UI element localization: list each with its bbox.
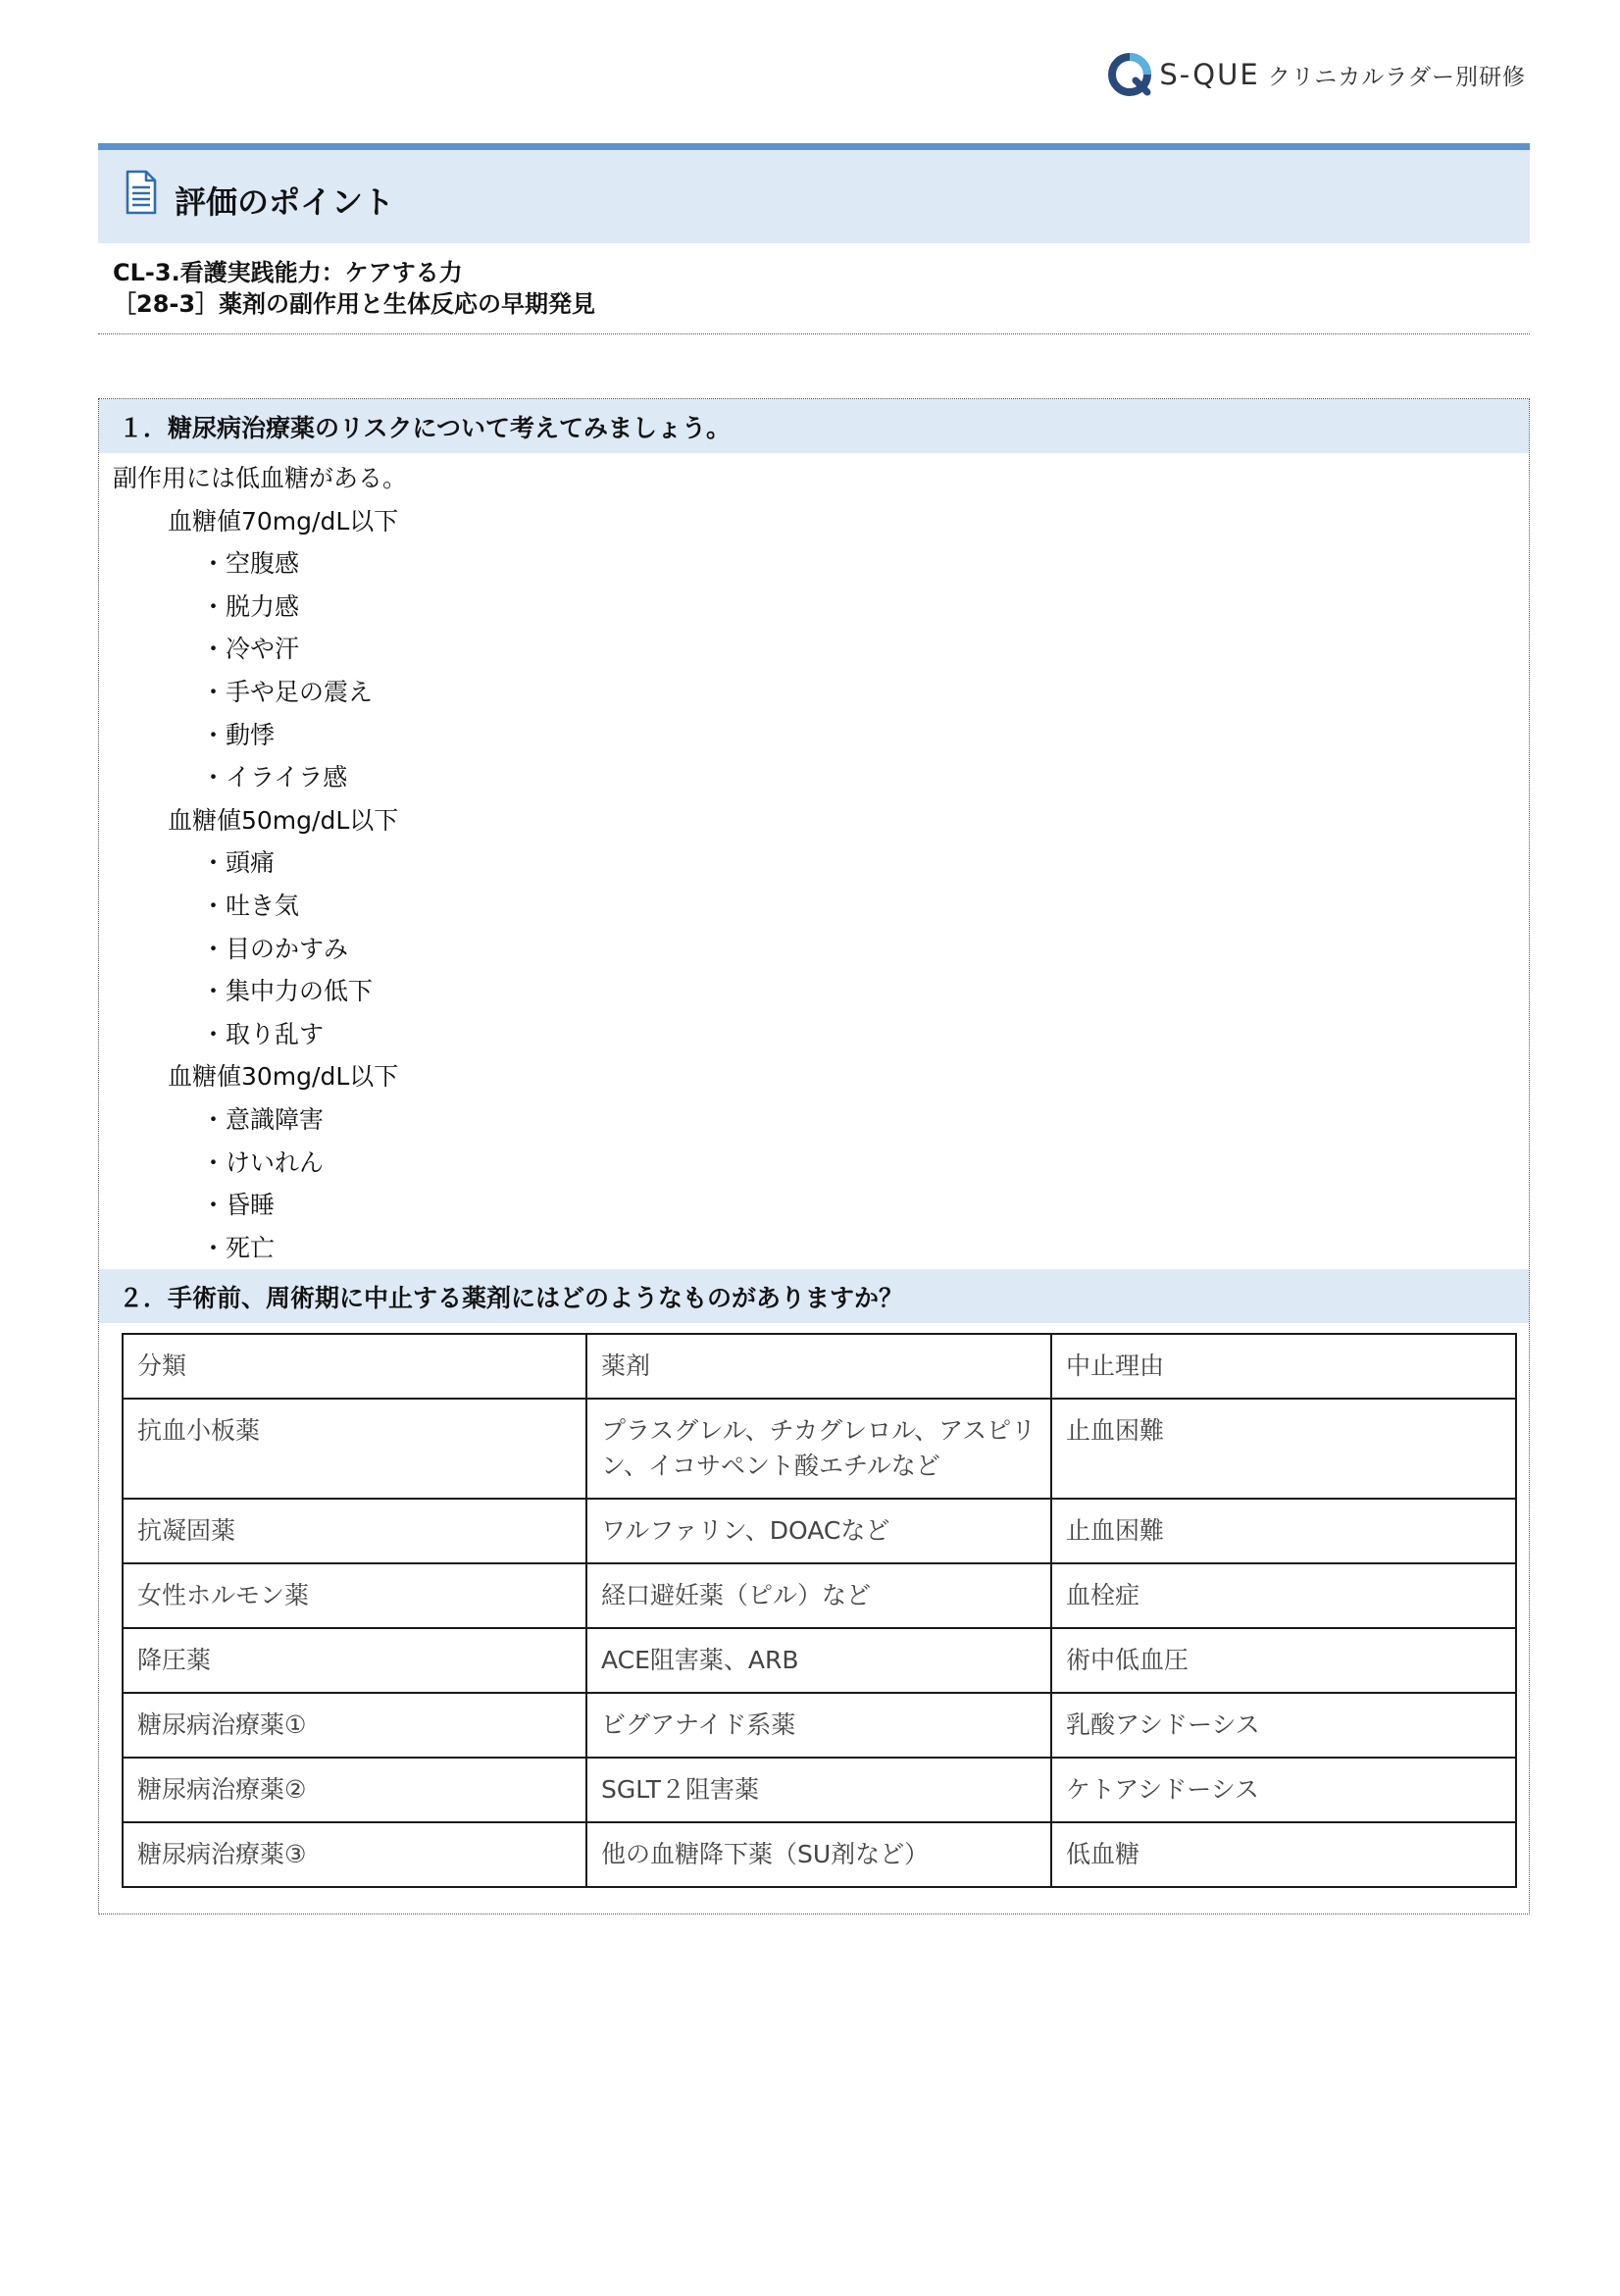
column-header: 薬剤 [586, 1334, 1051, 1399]
symptom-item: ・けいれん [201, 1148, 325, 1177]
table-cell: 糖尿病治療薬① [123, 1693, 586, 1758]
subtitle-line-2: ［28-3］薬剤の副作用と生体反応の早期発見 [113, 290, 596, 318]
subtitle-line-1: CL-3.看護実践能力：ケアする力 [113, 259, 463, 286]
symptom-item: ・昏睡 [201, 1191, 276, 1220]
column-header: 中止理由 [1051, 1334, 1516, 1399]
brand-subtitle: クリニカルラダー別研修 [1267, 64, 1526, 90]
table-cell: 止血困難 [1051, 1499, 1516, 1563]
table-header-row [123, 1334, 1516, 1399]
table-cell: SGLT２阻害薬 [586, 1758, 1051, 1822]
group-label: 血糖値50mg/dL以下 [168, 805, 399, 835]
group-label: 血糖値30mg/dL以下 [168, 1062, 399, 1092]
table-cell: 経口避妊薬（ピル）など [586, 1563, 1051, 1628]
table-cell: 降圧薬 [123, 1628, 586, 1693]
table-row [123, 1758, 1516, 1822]
symptom-item: ・脱力感 [201, 591, 300, 621]
symptom-item: ・冷や汗 [201, 635, 300, 664]
document-icon [126, 170, 157, 215]
table-cell: 糖尿病治療薬③ [123, 1822, 586, 1887]
table-row [123, 1628, 1516, 1693]
table-cell: 女性ホルモン薬 [123, 1563, 586, 1628]
section-1-intro: 副作用には低血糖がある。 [113, 464, 408, 492]
table-row [123, 1693, 1516, 1758]
page-title: 評価のポイント [175, 182, 395, 221]
q-circle-logo-icon [1106, 51, 1153, 98]
brand-name: S-QUE [1159, 58, 1260, 91]
symptom-item: ・集中力の低下 [201, 977, 374, 1006]
symptom-item: ・頭痛 [201, 848, 276, 878]
table-cell: 低血糖 [1051, 1822, 1516, 1887]
table-cell: ビグアナイド系薬 [586, 1693, 1051, 1758]
symptom-item: ・手や足の震え [201, 677, 374, 706]
table-cell: 糖尿病治療薬② [123, 1758, 586, 1822]
section-1-body [99, 453, 1529, 1269]
subtitle-block [98, 257, 1530, 334]
table-cell: ワルファリン、DOACなど [586, 1499, 1051, 1563]
symptom-item: ・取り乱す [201, 1019, 325, 1048]
title-banner [98, 143, 1530, 243]
section-1-heading: １．糖尿病治療薬のリスクについて考えてみましょう。 [99, 399, 1529, 453]
table-row [123, 1399, 1516, 1499]
table-row [123, 1499, 1516, 1563]
symptom-item: ・動悸 [201, 720, 276, 749]
table-cell: 抗凝固薬 [123, 1499, 586, 1563]
table-row [123, 1822, 1516, 1887]
symptom-item: ・吐き気 [201, 891, 300, 920]
table-cell: ケトアシドーシス [1051, 1758, 1516, 1822]
main-content-box [98, 398, 1530, 1914]
column-header: 分類 [123, 1334, 586, 1399]
symptom-item: ・目のかすみ [201, 934, 349, 963]
symptom-item: ・空腹感 [201, 549, 300, 579]
table-cell: 止血困難 [1051, 1399, 1516, 1499]
table-cell: 抗血小板薬 [123, 1399, 586, 1499]
table-cell: プラスグレル、チカグレロル、アスピリン、イコサペント酸エチルなど [586, 1399, 1051, 1499]
symptom-item: ・意識障害 [201, 1104, 325, 1134]
symptom-item: ・イライラ感 [201, 763, 348, 792]
table-cell: 術中低血圧 [1051, 1628, 1516, 1693]
table-cell: 乳酸アシドーシス [1051, 1693, 1516, 1758]
table-cell: 血栓症 [1051, 1563, 1516, 1628]
section-2-heading: ２．手術前、周術期に中止する薬剤にはどのようなものがありますか？ [99, 1269, 1529, 1323]
symptom-item: ・死亡 [201, 1233, 276, 1262]
group-label: 血糖値70mg/dL以下 [168, 506, 399, 536]
table-cell: 他の血糖降下薬（SU剤など） [586, 1822, 1051, 1887]
brand-header [1106, 47, 1526, 102]
table-cell: ACE阻害薬、ARB [586, 1628, 1051, 1693]
drug-table [122, 1333, 1517, 1888]
table-row [123, 1563, 1516, 1628]
